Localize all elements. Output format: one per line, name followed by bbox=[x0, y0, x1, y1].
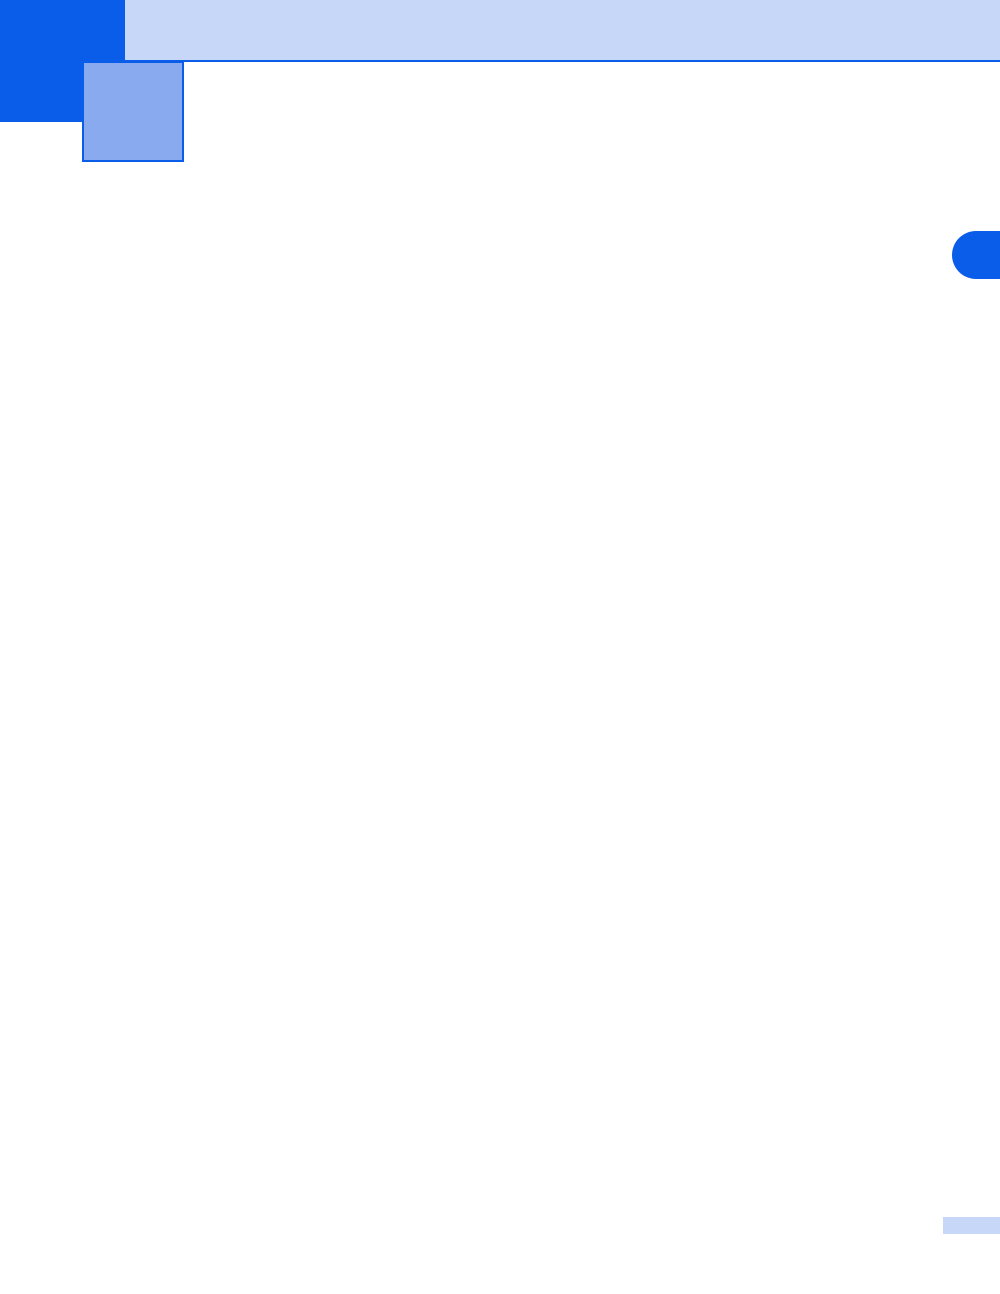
chapter-side-tab[interactable] bbox=[952, 231, 1000, 279]
footer-bar bbox=[943, 1217, 1000, 1234]
chapter-letter-box bbox=[82, 61, 184, 162]
header-band-rule bbox=[125, 60, 1000, 62]
header-band-light bbox=[125, 0, 1000, 60]
